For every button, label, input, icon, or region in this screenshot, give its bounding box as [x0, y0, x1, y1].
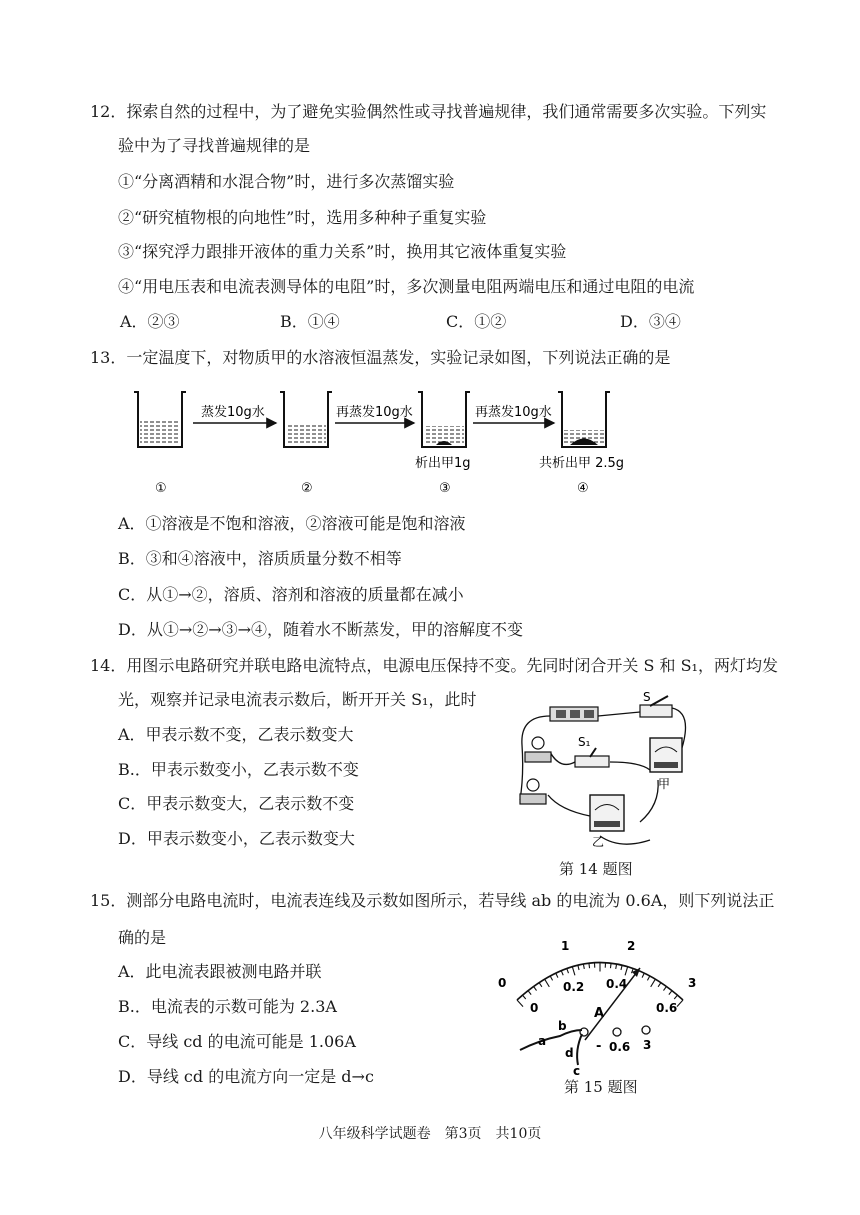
q14-option-c[interactable]: C．甲表示数变大，乙表示数不变 — [118, 794, 355, 813]
q14-option-d[interactable]: D．甲表示数变小，乙表示数变大 — [118, 829, 355, 848]
q14-option-b[interactable]: B.．甲表示数变小，乙表示数不变 — [118, 760, 359, 779]
terminal-3 — [642, 1026, 650, 1034]
dial-tick — [625, 967, 628, 976]
q14-stem-line1: 14．用图示电路研究并联电路电流特点，电源电压保持不变。先同时闭合开关 S 和 S₁，两灯均发 — [90, 656, 778, 675]
terminal-0-6 — [613, 1028, 621, 1036]
beaker-label-2: ② — [301, 481, 313, 496]
wire-label-b: b — [558, 1019, 567, 1033]
evap-label-1: 蒸发10g水 — [201, 405, 265, 420]
beaker-3 — [418, 392, 470, 447]
q13-option-a[interactable]: A．①溶液是不饱和溶液，②溶液可能是饱和溶液 — [118, 514, 466, 533]
beaker-label-1: ① — [155, 481, 167, 496]
outer-scale-3: 3 — [688, 976, 697, 990]
wire-label-d: d — [565, 1046, 574, 1060]
q15-option-c[interactable]: C．导线 cd 的电流可能是 1.06A — [118, 1032, 356, 1051]
inner-scale-1: 0.2 — [563, 980, 585, 994]
lamp-2 — [520, 779, 546, 804]
wire-cd — [577, 1034, 582, 1065]
q13-stem: 13．一定温度下，对物质甲的水溶液恒温蒸发，实验记录如图，下列说法正确的是 — [90, 348, 671, 367]
dial-tick — [658, 983, 661, 987]
q14-circuit-figure — [505, 685, 705, 855]
dial-tick — [642, 973, 644, 978]
dial-tick — [539, 983, 542, 987]
terminal-0-6-label: 0.6 — [609, 1040, 631, 1054]
inner-scale-2: 0.4 — [606, 977, 628, 991]
q12-stem-line2: 验中为了寻找普遍规律的是 — [118, 136, 311, 155]
dial-tick — [651, 979, 656, 987]
beaker-label-4: ④ — [577, 481, 589, 496]
dial-tick — [561, 971, 563, 976]
dial-tick — [621, 965, 622, 970]
q13-option-c[interactable]: C．从①→②，溶质、溶剂和溶液的质量都在减小 — [118, 585, 464, 604]
dial-tick — [528, 991, 531, 995]
q12-stem-line1: 12．探索自然的过程中，为了避免实验偶然性或寻找普遍规律，我们通常需要多次实验。下列实 — [90, 102, 767, 121]
q12-option-b[interactable]: B．①④ — [280, 312, 340, 331]
dial-tick — [663, 987, 666, 991]
q13-option-b[interactable]: B．③和④溶液中，溶质质量分数不相等 — [118, 549, 402, 568]
ammeter-jia — [650, 738, 682, 772]
wire-label-c: c — [573, 1064, 581, 1075]
switch-s1-label: S₁ — [578, 735, 591, 749]
q14-stem-line2: 光，观察并记录电流表示数后，断开开关 S₁，此时 — [118, 690, 477, 709]
terminal-minus-label: - — [596, 1039, 602, 1054]
outer-scale-2: 2 — [627, 939, 636, 953]
q12-option-a[interactable]: A．②③ — [120, 312, 180, 331]
dial-tick — [674, 995, 677, 999]
switch-s-label: S — [643, 690, 651, 704]
battery-pack — [550, 707, 598, 721]
dial-tick — [523, 995, 526, 999]
q15-option-d[interactable]: D．导线 cd 的电流方向一定是 d→c — [118, 1067, 374, 1086]
beaker-1 — [134, 392, 186, 447]
inner-scale-0: 0 — [530, 1001, 539, 1015]
dial-tick — [572, 967, 575, 976]
q15-stem-line2: 确的是 — [118, 928, 167, 947]
beaker-label-3: ③ — [439, 481, 451, 496]
evap-label-2: 再蒸发10g水 — [336, 405, 413, 420]
q15-option-a[interactable]: A．此电流表跟被测电路并联 — [118, 962, 322, 981]
q15-option-b[interactable]: B.．电流表的示数可能为 2.3A — [118, 997, 337, 1016]
q15-ammeter-figure — [490, 935, 710, 1075]
dial-tick — [610, 963, 611, 968]
wire-label-a: a — [538, 1034, 547, 1048]
q12-item-1: ①“分离酒精和水混合物”时，进行多次蒸馏实验 — [118, 172, 455, 191]
outer-scale-0: 0 — [498, 976, 507, 990]
ammeter-jia-label: 甲 — [658, 777, 671, 791]
q12-option-d[interactable]: D．③④ — [620, 312, 681, 331]
q12-item-2: ②“研究植物根的向地性”时，选用多种种子重复实验 — [118, 208, 487, 227]
dial-tick — [583, 964, 584, 969]
inner-scale-3: 0.6 — [656, 1001, 678, 1015]
dial-tick — [567, 969, 569, 974]
q13-option-d[interactable]: D．从①→②→③→④，随着水不断蒸发，甲的溶解度不变 — [118, 620, 524, 639]
dial-tick — [589, 963, 590, 968]
switch-s1 — [575, 748, 609, 767]
dial-tick — [647, 976, 649, 980]
dial-tick — [550, 976, 552, 980]
lamp-1 — [525, 737, 551, 762]
ammeter-yi-label: 乙 — [592, 835, 605, 849]
q15-caption: 第 15 题图 — [564, 1078, 638, 1096]
unit-label: A — [594, 1006, 605, 1021]
q12-option-c[interactable]: C．①② — [446, 312, 507, 331]
terminal-3-label: 3 — [643, 1038, 652, 1052]
q14-caption: 第 14 题图 — [559, 860, 633, 878]
dial-tick — [669, 991, 672, 995]
dial-tick — [578, 965, 579, 970]
dial-tick — [556, 973, 558, 978]
q15-stem-line1: 15．测部分电路电流时，电流表连线及示数如图所示，若导线 ab 的电流为 0.6A，则下列说法正 — [90, 891, 775, 910]
precipitate-note-2: 共析出甲 2.5g — [539, 456, 625, 471]
q13-evaporation-figure — [120, 378, 640, 498]
dial-tick — [534, 987, 537, 991]
dial-tick — [517, 1000, 523, 1007]
page-footer: 八年级科学试题卷 第3页 共10页 — [318, 1126, 542, 1142]
q12-item-3: ③“探究浮力跟排开液体的重力关系”时，换用其它液体重复实验 — [118, 242, 567, 261]
precipitate-note-1: 析出甲1g — [415, 456, 471, 471]
ammeter-yi — [590, 795, 624, 831]
dial-tick — [545, 979, 550, 987]
dial-tick — [616, 964, 617, 969]
beaker-4 — [558, 392, 610, 447]
evap-label-3: 再蒸发10g水 — [475, 405, 552, 420]
q12-item-4: ④“用电压表和电流表测导体的电阻”时，多次测量电阻两端电压和通过电阻的电流 — [118, 277, 695, 296]
outer-scale-1: 1 — [561, 939, 570, 953]
dial-tick — [677, 1000, 683, 1007]
beaker-2 — [280, 392, 332, 447]
q14-option-a[interactable]: A．甲表示数不变，乙表示数变大 — [118, 725, 354, 744]
